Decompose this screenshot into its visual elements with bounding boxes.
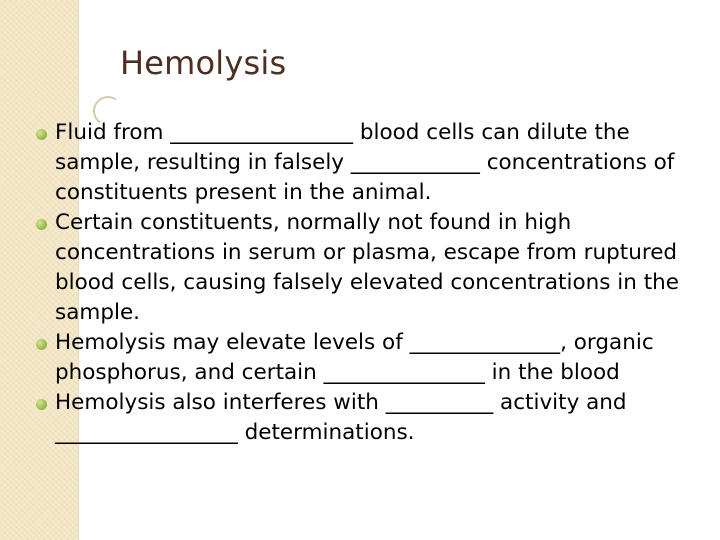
bullet-icon — [36, 339, 47, 350]
bullet-text: Fluid from _________________ blood cells can dilute the sample, resulting in falsely ____________ concentrations of constituents present in the animal. — [55, 120, 675, 205]
bullet-item — [55, 208, 715, 328]
bullet-text: Certain constituents, normally not found in high concentrations in serum or plasma, escape from ruptured blood cells, causing falsely elevated concentrations in the sample. — [55, 210, 679, 325]
slide-title: Hemolysis — [120, 44, 287, 82]
bullet-text: Hemolysis may elevate levels of ______________, organic phosphorus, and certain _______________ in the blood — [55, 330, 654, 385]
bullet-icon — [36, 399, 47, 410]
bullet-item — [55, 118, 715, 208]
bullet-icon — [36, 129, 47, 140]
bullet-icon — [36, 219, 47, 230]
bullet-text: Hemolysis also interferes with __________ activity and _________________ determinations. — [55, 390, 627, 445]
bullet-item — [55, 388, 715, 448]
bullet-list — [55, 118, 715, 448]
bullet-item — [55, 328, 715, 388]
